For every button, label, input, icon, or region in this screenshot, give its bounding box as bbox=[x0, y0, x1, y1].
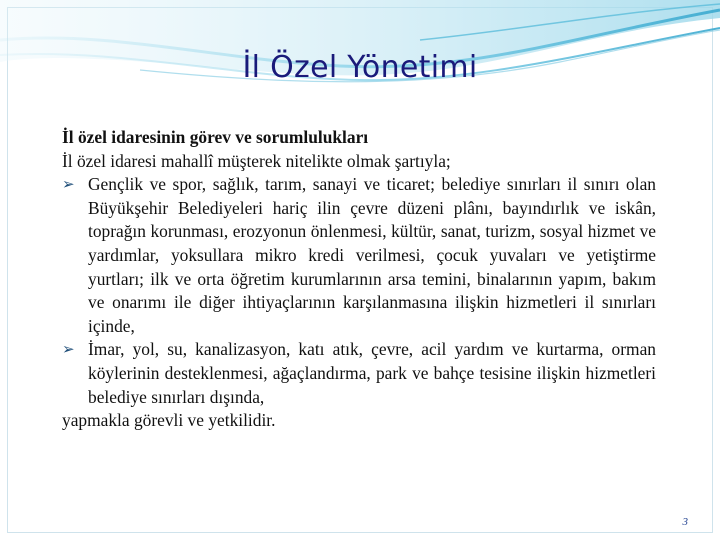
bullet-item bbox=[62, 173, 656, 338]
bullet-text: İmar, yol, su, kanalizasyon, katı atık, çevre, acil yardım ve kurtarma, orman köylerinin desteklenmesi, ağaçlandırma, park ve bahçe tesisine ilişkin hizmetleri belediye sınırları dışında, bbox=[88, 339, 656, 407]
bullet-item bbox=[62, 338, 656, 409]
section-heading: İl özel idaresinin görev ve sorumlulukları bbox=[62, 127, 369, 147]
bullet-text: Gençlik ve spor, sağlık, tarım, sanayi ve ticaret; belediye sınırları il sınırı olan Büyükşehir Belediyeleri hariç ilin çevre düzeni plânı, bayındırlık ve iskân, toprağın korunması, erozyonun önlenmesi, kültür, sanat, turizm, sosyal hizmet ve yardımlar, yoksullara mikro kredi verilmesi, çocuk yuvaları ve yetiştirme yurtları; ilk ve orta öğretim kurumlarının arsa temini, binalarının yapım, bakım ve onarımı ile diğer ihtiyaçlarının karşılanmasına ilişkin hizmetleri il sınırları içinde, bbox=[88, 174, 656, 336]
arrow-bullet-icon: ➢ bbox=[62, 175, 75, 194]
page-number: 3 bbox=[682, 516, 688, 528]
slide-title: İl Özel Yönetimi bbox=[242, 50, 478, 85]
arrow-bullet-icon: ➢ bbox=[62, 340, 75, 359]
closing-text: yapmakla görevli ve yetkilidir. bbox=[62, 410, 276, 431]
slide-body bbox=[62, 126, 656, 433]
intro-text: İl özel idaresi mahallî müşterek nitelikte olmak şartıyla; bbox=[62, 150, 451, 171]
